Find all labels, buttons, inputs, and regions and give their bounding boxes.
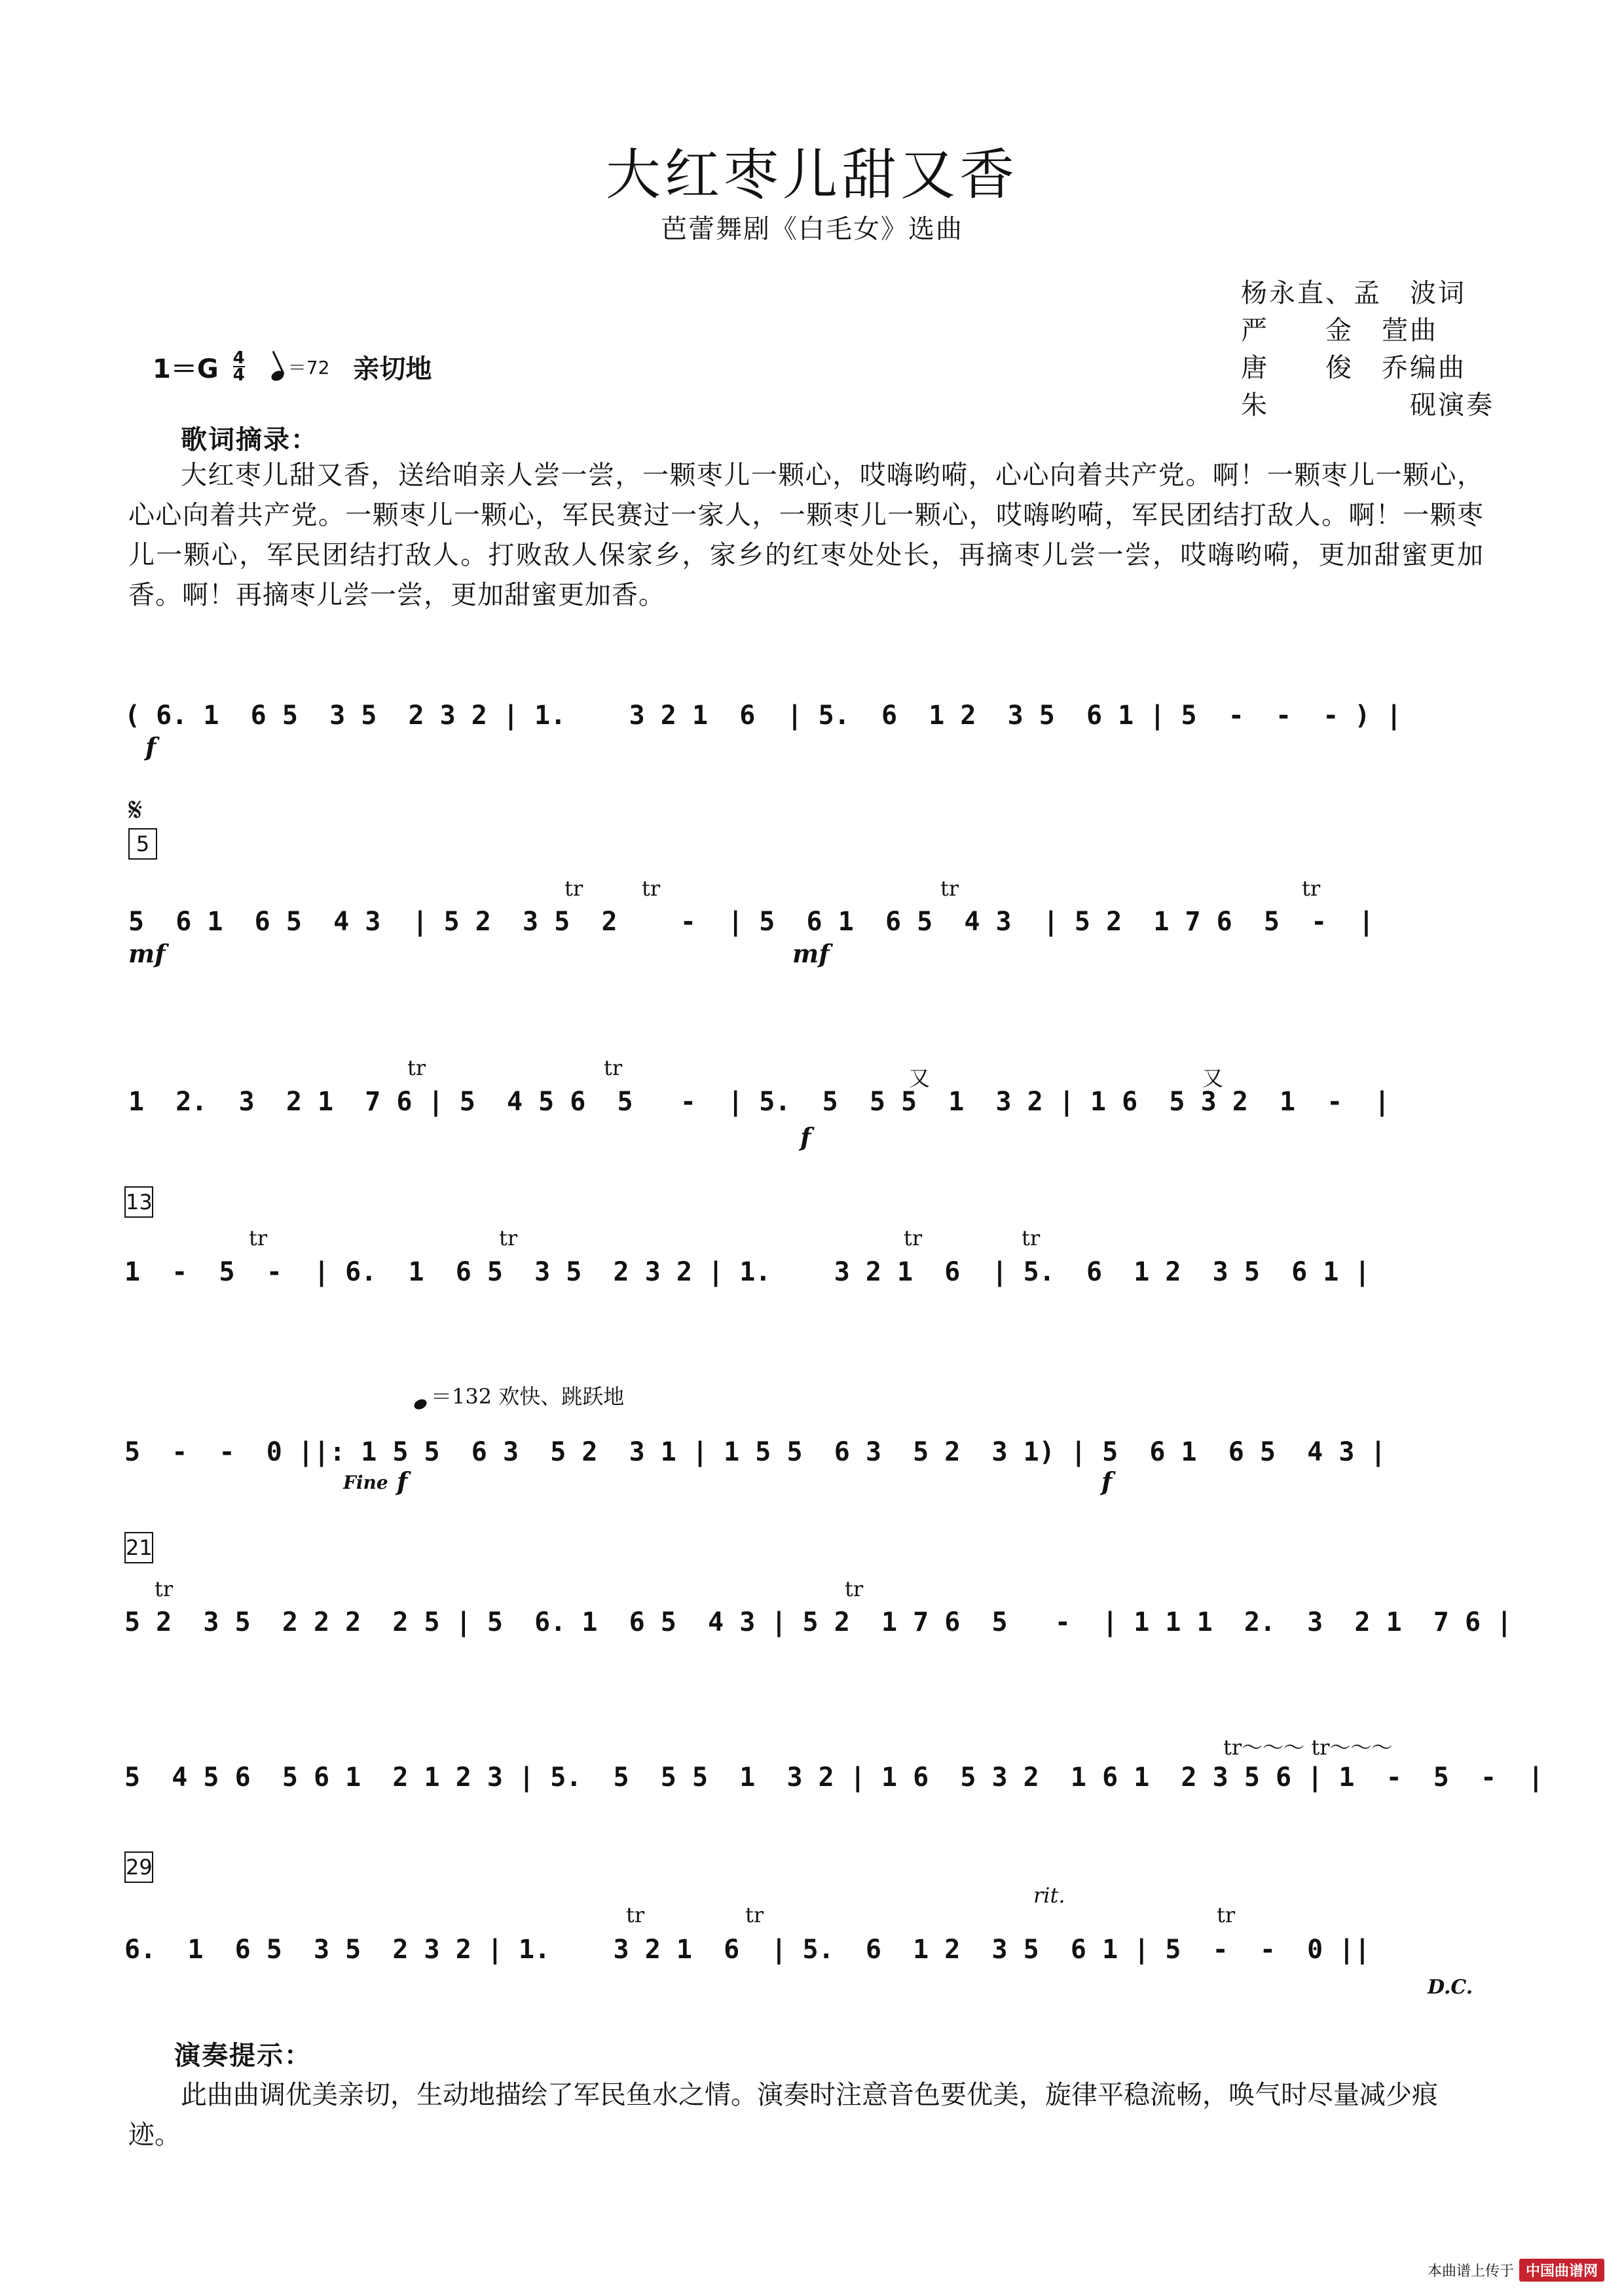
trill-mark: tr (1022, 1226, 1041, 1250)
ritardando-marking: rit. (1033, 1883, 1065, 1908)
score-row-7: 5 4 5 6 5 6 1 2 1 2 3 | 5. 5 5 5 1 3 2 | 1 6 5 3 2 1 6 1 2 3 5 6 | 1 - 5 - | (124, 1762, 1544, 1793)
dynamic-f: f (145, 732, 157, 761)
dynamic-f: f (800, 1122, 811, 1152)
trill-mark: tr (407, 1055, 426, 1080)
page-title: 大红枣儿甜又香 (605, 143, 1018, 207)
dynamic-mf: mf (792, 939, 830, 968)
credit-lyricist: 杨永直、孟 波词 (1241, 278, 1466, 308)
annotation-you: 又 (909, 1066, 931, 1091)
trill-mark: tr (845, 1576, 864, 1601)
dynamic-f: f (397, 1467, 408, 1496)
rehearsal-mark-21: 21 (124, 1532, 153, 1563)
da-capo-marking: D.C. (1428, 1976, 1473, 1999)
footer-text: 本曲谱上传于 (1427, 2263, 1514, 2280)
dynamic-mf: mf (128, 939, 166, 968)
score-row-6: 5 2 3 5 2 2 2 2 5 | 5 6. 1 6 5 4 3 | 5 2 1 7 6 5 - | 1 1 1 2. 3 2 1 7 6 | (124, 1607, 1513, 1637)
trill-mark: tr (745, 1903, 764, 1927)
segno-icon: 𝄋 (128, 791, 143, 829)
time-signature (233, 350, 245, 383)
score-row-2: 5 6 1 6 5 4 3 | 5 2 3 5 2 - | 5 6 1 6 5 4 3 | 5 2 1 7 6 5 - | (128, 907, 1375, 937)
expression-marking: 亲切地 (353, 354, 432, 384)
score-row-8: 6. 1 6 5 3 5 2 3 2 | 1. 3 2 1 6 | 5. 6 1 2 3 5 6 1 | 5 - - 0 || (124, 1935, 1371, 1965)
performance-notes-text: 此曲曲调优美亲切，生动地描绘了军民鱼水之情。演奏时注意音色要优美，旋律平稳流畅，唤气时尽量减少痕迹。 (128, 2080, 1438, 2150)
rehearsal-mark-29: 29 (124, 1851, 153, 1883)
trill-mark: tr (155, 1576, 174, 1601)
trill-mark: tr (604, 1055, 623, 1080)
trill-mark: tr (904, 1226, 923, 1250)
trill-mark: tr (499, 1226, 518, 1250)
time-signature-top: 4 (232, 348, 245, 368)
score-row-5: 5 - - 0 ||: 1 5 5 6 3 5 2 3 1 | 1 5 5 6 3 5 2 3 1) | 5 6 1 6 5 4 3 | (124, 1437, 1386, 1467)
score-row-3: 1 2. 3 2 1 7 6 | 5 4 5 6 5 - | 5. 5 5 5 1 3 2 | 1 6 5 3 2 1 - | (128, 1087, 1390, 1117)
footer-watermark (1428, 2259, 1604, 2282)
performance-notes-label: 演奏提示： (174, 2040, 312, 2071)
credit-performer: 朱 砚演奏 (1241, 390, 1494, 420)
trill-mark: tr (1302, 876, 1321, 901)
site-logo: 中国曲谱网 (1519, 2259, 1604, 2282)
annotation-you: 又 (1202, 1066, 1224, 1091)
rehearsal-mark-13: 13 (124, 1186, 153, 1218)
lyrics-label: 歌词摘录： (181, 424, 318, 455)
fine-marking: Fine (343, 1472, 388, 1493)
key-tempo-line (153, 344, 432, 390)
dynamic-f: f (1101, 1467, 1113, 1496)
credits (1241, 275, 1494, 424)
page-subtitle: 芭蕾舞剧《白毛女》选曲 (661, 214, 963, 244)
tempo-change (414, 1380, 624, 1410)
rehearsal-mark-5: 5 (128, 828, 157, 860)
key-signature: 1＝G (153, 354, 219, 384)
quarter-note-icon (413, 1397, 428, 1411)
score-row-4: 1 - 5 - | 6. 1 6 5 3 5 2 3 2 | 1. 3 2 1 6 | 5. 6 1 2 3 5 6 1 | (124, 1257, 1371, 1287)
time-signature-bottom: 4 (232, 365, 245, 385)
tempo-bpm: ＝72 (287, 357, 330, 378)
score-row-1: ( 6. 1 6 5 3 5 2 3 2 | 1. 3 2 1 6 | 5. 6 1 2 3 5 6 1 | 5 - - - ) | (124, 701, 1402, 731)
credit-arranger: 唐 俊 乔编曲 (1241, 353, 1466, 383)
trill-mark: tr (626, 1903, 645, 1927)
credit-composer: 严 金 萱曲 (1241, 316, 1438, 346)
quarter-note-icon (270, 369, 286, 382)
trill-mark: tr (1217, 1903, 1236, 1927)
tempo-change-label: ＝132 欢快、跳跃地 (431, 1384, 625, 1409)
trill-wavy-marks: tr～～～ tr～～～ (1223, 1735, 1393, 1760)
trill-mark: tr (642, 876, 661, 901)
trill-mark: tr (564, 876, 583, 901)
lyrics-text: 大红枣儿甜又香，送给咱亲人尝一尝，一颗枣儿一颗心，哎嗨哟嗬，心心向着共产党。啊！一颗枣儿一颗心，心心向着共产党。一颗枣儿一颗心，军民赛过一家人，一颗枣儿一颗心，哎嗨哟嗬，军民团结打敌人。啊！一颗枣儿一颗心，军民团结打敌人。打败敌人保家乡，家乡的红枣处处长，再摘枣儿尝一尝，哎嗨哟嗬，更加甜蜜更加香。啊！再摘枣儿尝一尝，更加甜蜜更加香。 (128, 460, 1484, 610)
trill-mark: tr (940, 876, 959, 901)
trill-mark: tr (249, 1226, 268, 1250)
